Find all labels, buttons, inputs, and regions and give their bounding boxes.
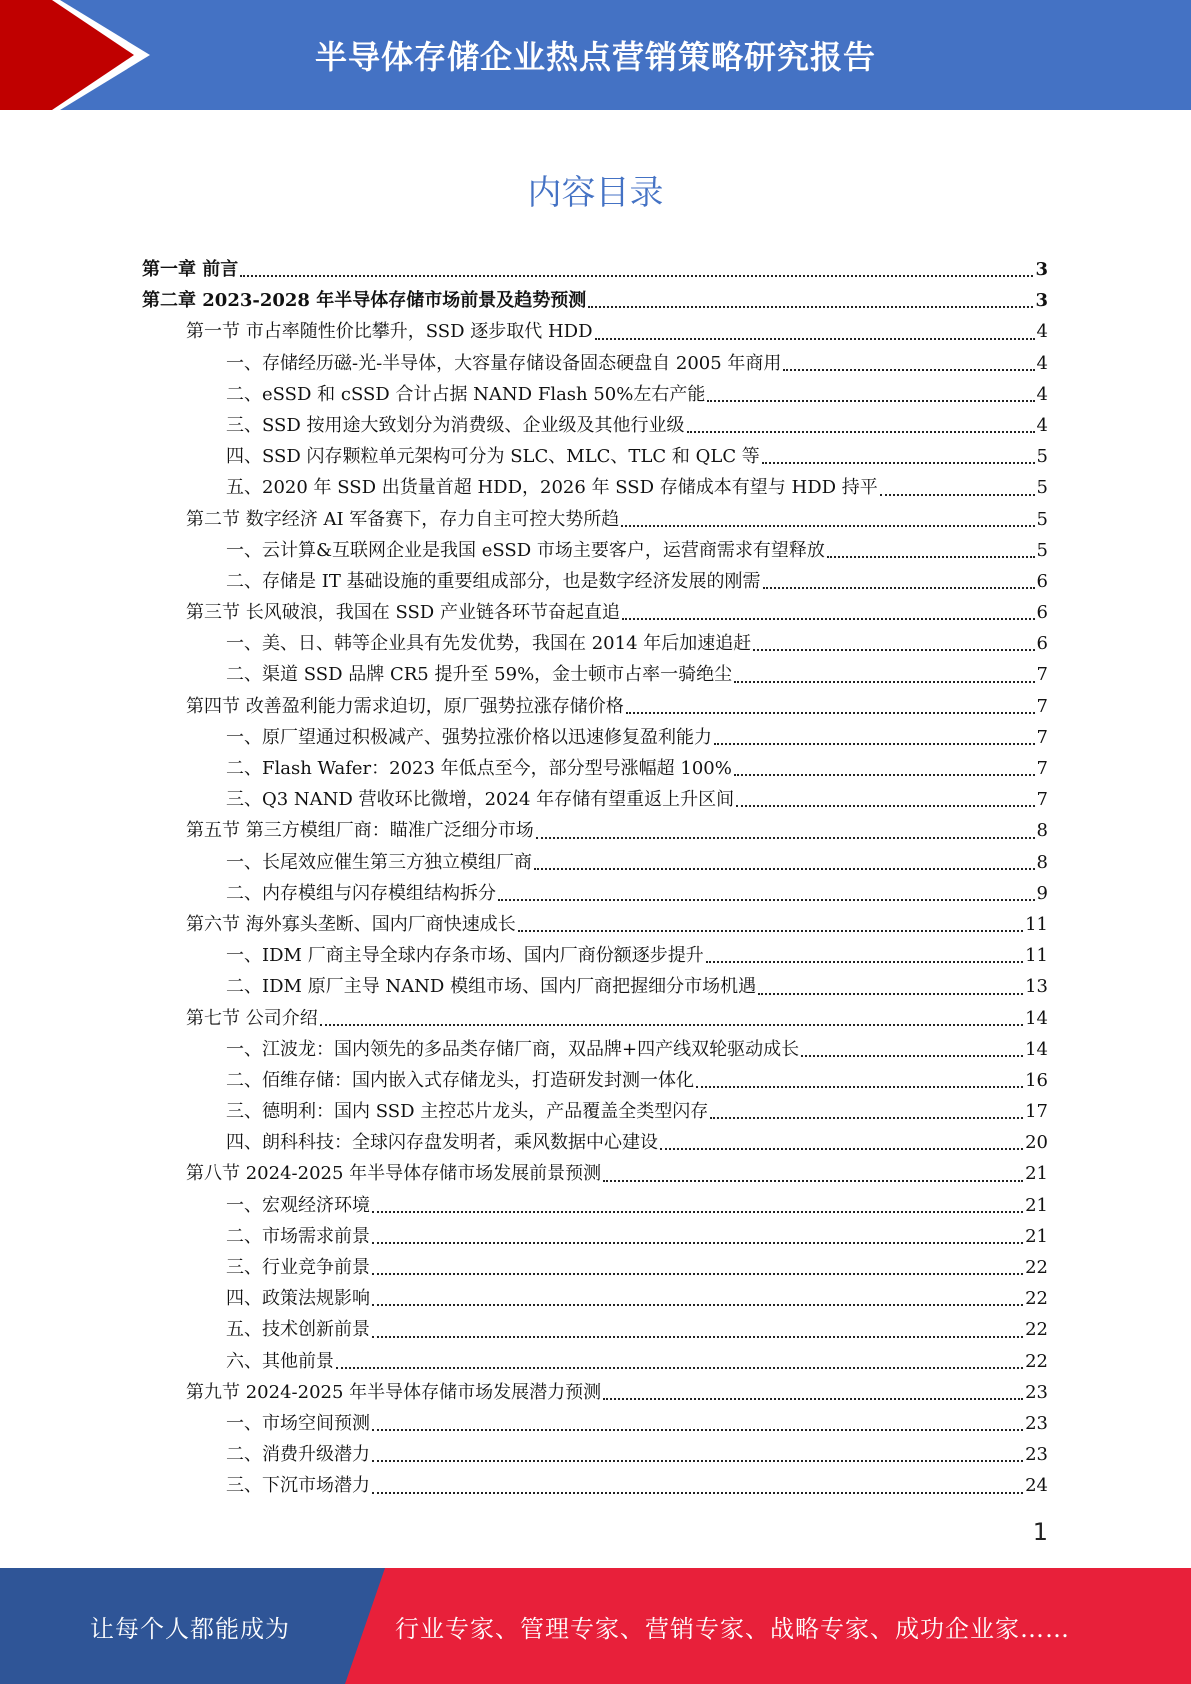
toc-entry-page: 22: [1025, 1319, 1048, 1341]
toc-entry-title: 第四节 改善盈利能力需求迫切，原厂强势拉涨存储价格: [186, 695, 624, 717]
toc-dot-leader: [753, 648, 1034, 651]
toc-section-entry[interactable]: [142, 909, 1048, 940]
toc-dot-leader: [734, 680, 1034, 683]
toc-dot-leader: [372, 1241, 1023, 1244]
toc-subsection-entry[interactable]: [142, 410, 1048, 441]
toc-subsection-entry[interactable]: [142, 1314, 1048, 1345]
toc-subsection-entry[interactable]: [142, 1408, 1048, 1439]
toc-subsection-entry[interactable]: [142, 847, 1048, 878]
toc-entry-title: 二、内存模组与闪存模组结构拆分: [226, 882, 496, 904]
toc-dot-leader: [372, 1210, 1023, 1213]
toc-entry-title: 一、长尾效应催生第三方独立模组厂商: [226, 851, 532, 873]
toc-entry-page: 23: [1025, 1444, 1048, 1466]
toc-entry-page: 13: [1025, 976, 1048, 998]
toc-entry-page: 23: [1025, 1412, 1048, 1434]
toc-entry-page: 11: [1025, 913, 1048, 935]
toc-entry-title: 二、eSSD 和 cSSD 合计占据 NAND Flash 50%左右产能: [226, 383, 706, 405]
toc-subsection-entry[interactable]: [142, 535, 1048, 566]
toc-dot-leader: [603, 1179, 1023, 1182]
toc-section-entry[interactable]: [142, 504, 1048, 535]
toc-dot-leader: [372, 1272, 1023, 1275]
toc-entry-page: 7: [1036, 789, 1048, 811]
toc-dot-leader: [320, 1023, 1023, 1026]
toc-entry-page: 21: [1025, 1225, 1048, 1247]
toc-entry-title: 第八节 2024-2025 年半导体存储市场发展前景预测: [186, 1163, 602, 1185]
toc-entry-title: 第三节 长风破浪，我国在 SSD 产业链各环节奋起直追: [186, 602, 620, 624]
toc-dot-leader: [696, 1085, 1023, 1088]
toc-subsection-entry[interactable]: [142, 441, 1048, 472]
toc-dot-leader: [707, 399, 1034, 402]
toc-entry-page: 7: [1036, 695, 1048, 717]
toc-entry-title: 一、云计算&互联网企业是我国 eSSD 市场主要客户，运营商需求有望释放: [226, 539, 825, 561]
toc-entry-page: 14: [1025, 1038, 1048, 1060]
toc-entry-title: 第五节 第三方模组厂商：瞄准广泛细分市场: [186, 820, 534, 842]
toc-entry-page: 16: [1025, 1069, 1048, 1091]
toc-entry-title: 第六节 海外寡头垄断、国内厂商快速成长: [186, 913, 516, 935]
toc-subsection-entry[interactable]: [142, 659, 1048, 690]
toc-entry-title: 一、美、日、韩等企业具有先发优势，我国在 2014 年后加速追赶: [226, 633, 752, 655]
toc-entry-title: 第二节 数字经济 AI 军备赛下，存力自主可控大势所趋: [186, 508, 620, 530]
toc-entry-title: 一、IDM 厂商主导全球内存条市场、国内厂商份额逐步提升: [226, 945, 704, 967]
toc-section-entry[interactable]: [142, 691, 1048, 722]
toc-dot-leader: [710, 1116, 1023, 1119]
toc-entry-page: 3: [1035, 259, 1048, 280]
toc-subsection-entry[interactable]: [142, 1034, 1048, 1065]
toc-dot-leader: [498, 898, 1035, 901]
toc-dot-leader: [714, 742, 1035, 745]
toc-dot-leader: [372, 1335, 1023, 1338]
toc-entry-page: 6: [1036, 633, 1048, 655]
toc-entry-title: 一、存储经历磁-光-半导体，大容量存储设备固态硬盘自 2005 年商用: [226, 352, 782, 374]
toc-entry-page: 21: [1025, 1194, 1048, 1216]
footer-slogan-right: 行业专家、管理专家、营销专家、战略专家、成功企业家……: [395, 1614, 1070, 1643]
toc-chapter-entry[interactable]: [142, 254, 1048, 285]
toc-dot-leader: [801, 1054, 1023, 1057]
toc-entry-title: 第一章 前言: [142, 259, 239, 280]
toc-dot-leader: [336, 1366, 1023, 1369]
toc-entry-title: 三、下沉市场潜力: [226, 1475, 370, 1497]
toc-entry-title: 一、市场空间预测: [226, 1412, 370, 1434]
toc-entry-title: 五、技术创新前景: [226, 1319, 370, 1341]
toc-entry-title: 三、行业竞争前景: [226, 1257, 370, 1278]
toc-subsection-entry[interactable]: [142, 379, 1048, 410]
toc-subsection-entry[interactable]: [142, 1127, 1048, 1158]
toc-entry-title: 六、其他前景: [226, 1350, 334, 1372]
toc-entry-page: 23: [1025, 1381, 1048, 1403]
toc-entry-title: 四、政策法规影响: [226, 1288, 370, 1310]
toc-dot-leader: [240, 274, 1033, 277]
toc-entry-page: 8: [1036, 820, 1048, 842]
toc-entry-page: 4: [1036, 414, 1048, 436]
toc-dot-leader: [372, 1428, 1023, 1431]
toc-entry-title: 四、朗科科技：全球闪存盘发明者，乘风数据中心建设: [226, 1132, 658, 1154]
toc-subsection-entry[interactable]: [142, 1190, 1048, 1221]
toc-subsection-entry[interactable]: [142, 878, 1048, 909]
footer-banner: [0, 1568, 1191, 1684]
toc-section-entry[interactable]: [142, 597, 1048, 628]
toc-dot-leader: [372, 1303, 1023, 1306]
toc-section-entry[interactable]: [142, 1003, 1048, 1034]
toc-entry-title: 二、渠道 SSD 品牌 CR5 提升至 59%，金士顿市占率一骑绝尘: [226, 664, 733, 686]
toc-entry-title: 第七节 公司介绍: [186, 1007, 318, 1029]
table-of-contents: [142, 254, 1048, 1502]
toc-entry-page: 22: [1025, 1288, 1048, 1310]
toc-entry-page: 7: [1036, 726, 1048, 748]
toc-entry-title: 一、原厂望通过积极减产、强势拉涨价格以迅速修复盈利能力: [226, 726, 712, 748]
toc-entry-page: 9: [1036, 882, 1048, 904]
toc-subsection-entry[interactable]: [142, 1096, 1048, 1127]
toc-entry-title: 一、宏观经济环境: [226, 1194, 370, 1216]
toc-entry-title: 三、SSD 按用途大致划分为消费级、企业级及其他行业级: [226, 414, 685, 436]
toc-entry-page: 3: [1035, 290, 1048, 312]
toc-subsection-entry[interactable]: [142, 1439, 1048, 1470]
toc-subsection-entry[interactable]: [142, 348, 1048, 379]
toc-dot-leader: [736, 804, 1034, 807]
toc-dot-leader: [626, 711, 1035, 714]
toc-subsection-entry[interactable]: [142, 940, 1048, 971]
toc-dot-leader: [880, 493, 1035, 496]
toc-subsection-entry[interactable]: [142, 1470, 1048, 1501]
toc-dot-leader: [372, 1491, 1023, 1494]
toc-subsection-entry[interactable]: [142, 784, 1048, 815]
toc-entry-page: 7: [1036, 758, 1048, 779]
toc-dot-leader: [588, 305, 1033, 308]
toc-dot-leader: [734, 773, 1035, 776]
footer-slogan-left: 让每个人都能成为: [90, 1614, 290, 1643]
toc-subsection-entry[interactable]: [142, 1065, 1048, 1096]
toc-entry-title: 二、存储是 IT 基础设施的重要组成部分，也是数字经济发展的刚需: [226, 570, 761, 592]
header-arrow-icon: [0, 0, 160, 110]
toc-section-entry[interactable]: [142, 1377, 1048, 1408]
toc-section-entry[interactable]: [142, 815, 1048, 846]
toc-entry-page: 7: [1036, 664, 1048, 686]
toc-heading: 内容目录: [527, 173, 664, 213]
toc-dot-leader: [687, 430, 1035, 433]
toc-subsection-entry[interactable]: [142, 1252, 1048, 1283]
toc-entry-page: 11: [1025, 945, 1048, 967]
toc-entry-page: 8: [1036, 851, 1048, 873]
toc-entry-page: 24: [1025, 1475, 1048, 1497]
toc-section-entry[interactable]: [142, 316, 1048, 347]
toc-dot-leader: [622, 617, 1035, 620]
toc-subsection-entry[interactable]: [142, 1221, 1048, 1252]
toc-chapter-entry[interactable]: [142, 285, 1048, 316]
toc-dot-leader: [536, 836, 1035, 839]
toc-entry-page: 4: [1036, 321, 1048, 343]
toc-entry-title: 四、SSD 闪存颗粒单元架构可分为 SLC、MLC、TLC 和 QLC 等: [226, 446, 760, 468]
toc-section-entry[interactable]: [142, 1158, 1048, 1189]
toc-entry-page: 6: [1036, 602, 1048, 624]
toc-entry-title: 二、Flash Wafer：2023 年低点至今，部分型号涨幅超 100%: [226, 758, 732, 779]
toc-entry-page: 14: [1025, 1007, 1048, 1029]
toc-entry-title: 第九节 2024-2025 年半导体存储市场发展潜力预测: [186, 1381, 602, 1403]
toc-entry-page: 17: [1025, 1101, 1048, 1123]
toc-entry-title: 二、消费升级潜力: [226, 1444, 370, 1466]
toc-dot-leader: [827, 555, 1035, 558]
toc-entry-title: 第一节 市占率随性价比攀升，SSD 逐步取代 HDD: [186, 321, 593, 343]
toc-entry-title: 二、IDM 原厂主导 NAND 模组市场、国内厂商把握细分市场机遇: [226, 976, 757, 998]
toc-dot-leader: [595, 337, 1035, 340]
toc-entry-page: 5: [1036, 446, 1048, 468]
toc-dot-leader: [660, 1147, 1023, 1150]
toc-entry-page: 5: [1036, 508, 1048, 530]
toc-entry-page: 6: [1036, 570, 1048, 592]
toc-subsection-entry[interactable]: [142, 753, 1048, 784]
toc-entry-page: 4: [1036, 383, 1048, 405]
toc-subsection-entry[interactable]: [142, 1283, 1048, 1314]
toc-entry-page: 5: [1036, 477, 1048, 499]
toc-subsection-entry[interactable]: [142, 1346, 1048, 1377]
page-number: 1: [1032, 1518, 1048, 1546]
toc-subsection-entry[interactable]: [142, 566, 1048, 597]
toc-entry-page: 5: [1036, 539, 1048, 561]
toc-dot-leader: [783, 368, 1034, 371]
toc-entry-title: 一、江波龙：国内领先的多品类存储厂商，双品牌+四产线双轮驱动成长: [226, 1038, 800, 1060]
toc-dot-leader: [758, 992, 1023, 995]
toc-dot-leader: [763, 586, 1035, 589]
toc-entry-title: 第二章 2023-2028 年半导体存储市场前景及趋势预测: [142, 290, 587, 312]
toc-subsection-entry[interactable]: [142, 722, 1048, 753]
toc-subsection-entry[interactable]: [142, 628, 1048, 659]
toc-entry-page: 20: [1025, 1132, 1048, 1154]
toc-entry-title: 三、Q3 NAND 营收环比微增，2024 年存储有望重返上升区间: [226, 789, 735, 811]
toc-entry-title: 三、德明利：国内 SSD 主控芯片龙头，产品覆盖全类型闪存: [226, 1101, 709, 1123]
toc-dot-leader: [603, 1397, 1023, 1400]
toc-entry-page: 22: [1025, 1350, 1048, 1372]
toc-entry-page: 22: [1025, 1257, 1048, 1278]
toc-entry-title: 五、2020 年 SSD 出货量首超 HDD，2026 年 SSD 存储成本有望与 HDD 持平: [226, 477, 878, 499]
toc-entry-page: 4: [1036, 352, 1048, 374]
toc-dot-leader: [621, 524, 1034, 527]
toc-dot-leader: [706, 960, 1023, 963]
toc-dot-leader: [372, 1459, 1023, 1462]
header-band: [0, 0, 1191, 110]
toc-subsection-entry[interactable]: [142, 472, 1048, 503]
toc-entry-title: 二、佰维存储：国内嵌入式存储龙头，打造研发封测一体化: [226, 1069, 694, 1091]
report-title: 半导体存储企业热点营销策略研究报告: [314, 38, 876, 76]
toc-entry-page: 21: [1025, 1163, 1048, 1185]
toc-dot-leader: [534, 867, 1035, 870]
toc-dot-leader: [762, 461, 1035, 464]
toc-dot-leader: [518, 929, 1023, 932]
toc-entry-title: 二、市场需求前景: [226, 1225, 370, 1247]
toc-subsection-entry[interactable]: [142, 971, 1048, 1002]
